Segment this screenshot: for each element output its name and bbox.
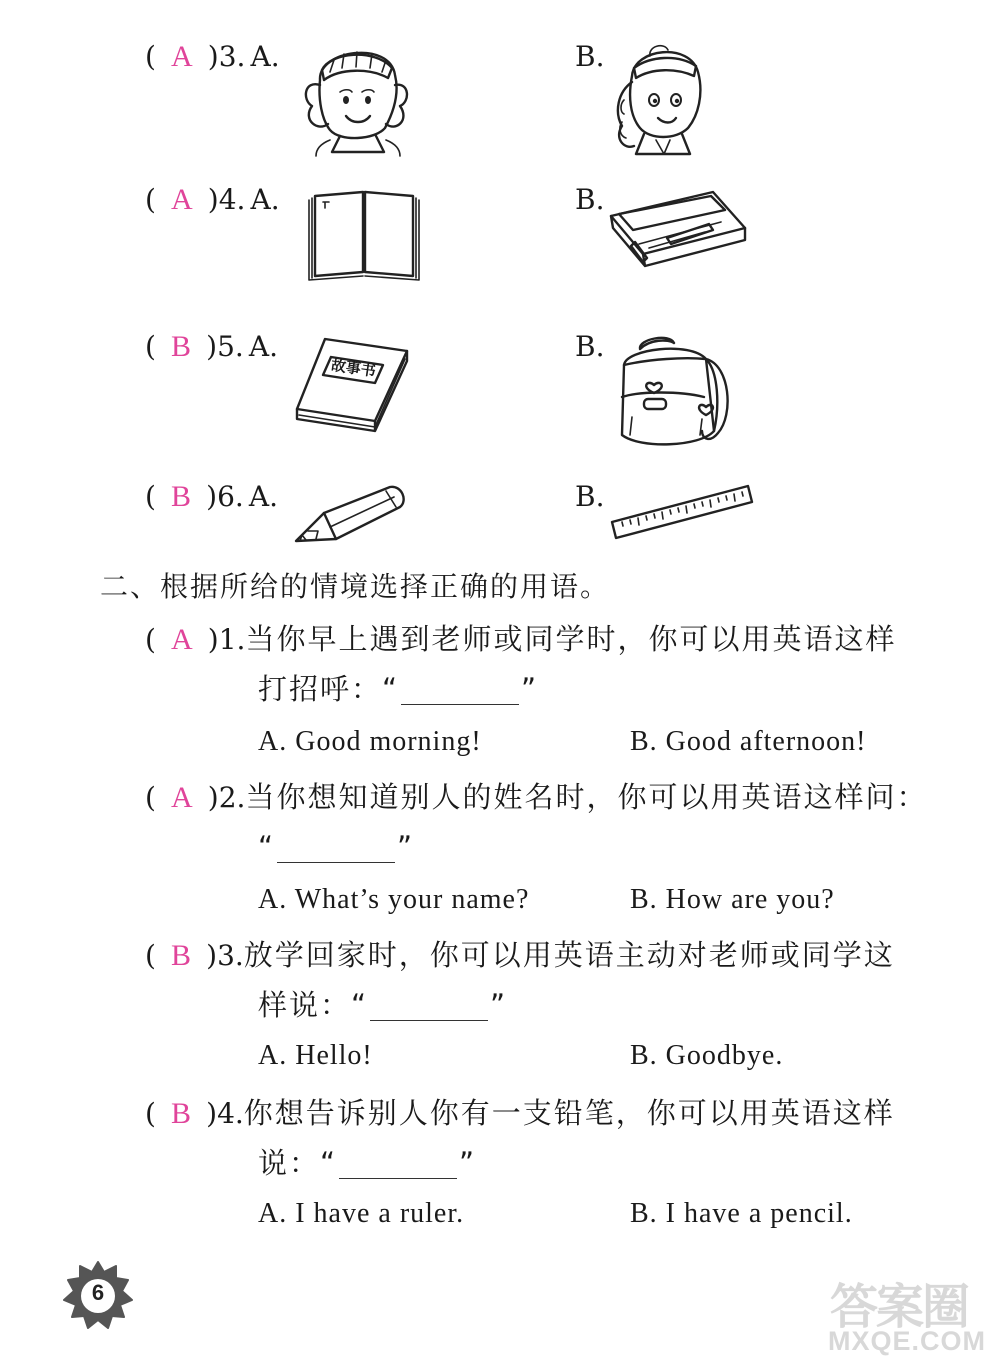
option-b-label: B. — [575, 183, 605, 216]
question-row-6: ( B )6. A. — [145, 480, 279, 513]
answer-mark: A — [171, 623, 193, 656]
answer-blank — [401, 680, 519, 705]
page-number-badge — [62, 1258, 134, 1330]
question-row-3: ( A )3. A. — [145, 40, 280, 73]
closing-quote: ” — [521, 672, 539, 706]
open-book-icon — [305, 190, 423, 282]
option-b-label: B. — [575, 330, 605, 363]
question-number: 3. — [218, 40, 246, 73]
question-line-2 — [258, 978, 507, 1032]
option-b-row-3 — [575, 40, 604, 73]
pencil-icon — [294, 485, 412, 547]
option-b-label: B. — [575, 480, 605, 513]
answer-blank — [370, 996, 488, 1021]
option-a: A. I have a ruler. — [258, 1198, 465, 1229]
question-number: 2. — [218, 781, 246, 814]
closing-quote: ” — [397, 830, 415, 864]
question-line-2 — [258, 662, 538, 716]
answer-mark: B — [171, 330, 192, 363]
option-a-label: A. — [248, 330, 279, 363]
option-b-row-4 — [575, 183, 604, 216]
watermark-logo: 答案圈 — [830, 1279, 969, 1335]
answer-blank — [339, 1154, 457, 1179]
option-a-label: A. — [250, 183, 280, 216]
question-number: 5. — [217, 330, 244, 363]
question-text: 当你想知道别人的姓名时，你可以用英语这样问： — [245, 780, 928, 814]
option-a: A. Hello! — [258, 1040, 373, 1071]
question-line-2 — [258, 1136, 476, 1190]
closing-quote: ” — [490, 988, 508, 1022]
question-text: 当你早上遇到老师或同学时，你可以用英语这样 — [245, 622, 897, 656]
answer-blank — [277, 838, 395, 863]
storybook-icon — [295, 335, 415, 435]
pencil-case-icon — [605, 188, 750, 280]
option-b-row-6 — [575, 480, 604, 513]
question-line-1: ( A )2.当你想知道别人的姓名时，你可以用英语这样问： — [145, 780, 928, 814]
question-line-1: ( B )3.放学回家时，你可以用英语主动对老师或同学这 — [145, 938, 895, 972]
option-b: B. Good afternoon! — [630, 726, 867, 757]
question-line-1: ( A )1.当你早上遇到老师或同学时，你可以用英语这样 — [145, 622, 897, 656]
option-b: B. Goodbye. — [630, 1040, 784, 1071]
closing-quote: ” — [459, 1146, 477, 1180]
storybook-title: 故事书 — [329, 355, 377, 381]
option-a: A. Good morning! — [258, 726, 482, 757]
option-a-label: A. — [248, 480, 279, 513]
section-heading: 二、根据所给的情境选择正确的用语。 — [100, 570, 611, 603]
question-text-cont: “ — [258, 830, 276, 864]
answer-mark: B — [171, 1097, 192, 1130]
question-text: 放学回家时，你可以用英语主动对老师或同学这 — [243, 938, 895, 972]
answer-mark: A — [171, 781, 193, 814]
option-a-label: A. — [250, 40, 280, 73]
watermark-url: MXQE.COM — [828, 1326, 987, 1356]
question-row-4: ( A )4. A. — [145, 183, 280, 216]
ruler-icon — [608, 484, 756, 542]
question-line-1: ( B )4.你想告诉别人你有一支铅笔，你可以用英语这样 — [145, 1096, 895, 1130]
question-text-cont: 样说：“ — [258, 988, 369, 1022]
option-b: B. How are you? — [630, 884, 835, 915]
question-number: 3. — [217, 939, 244, 972]
schoolbag-icon — [610, 335, 735, 453]
option-b: B. I have a pencil. — [630, 1198, 853, 1229]
question-number: 4. — [217, 1097, 244, 1130]
option-a: A. What’s your name? — [258, 884, 530, 915]
question-row-5: ( B )5. A. — [145, 330, 279, 363]
answer-mark: B — [171, 480, 192, 513]
answer-mark: A — [171, 40, 193, 73]
answer-mark: B — [171, 939, 192, 972]
question-number: 1. — [218, 623, 246, 656]
girl-headband-icon — [610, 42, 710, 158]
girl-smiling-icon — [300, 40, 410, 158]
question-text: 你想告诉别人你有一支铅笔，你可以用英语这样 — [243, 1096, 895, 1130]
question-number: 4. — [218, 183, 246, 216]
question-text-cont: 说：“ — [258, 1146, 338, 1180]
answer-mark: A — [171, 183, 193, 216]
option-b-label: B. — [575, 40, 605, 73]
question-number: 6. — [217, 480, 244, 513]
question-line-2 — [258, 820, 414, 874]
question-text-cont: 打招呼：“ — [258, 672, 400, 706]
page-number: 6 — [91, 1280, 105, 1305]
option-b-row-5 — [575, 330, 604, 363]
